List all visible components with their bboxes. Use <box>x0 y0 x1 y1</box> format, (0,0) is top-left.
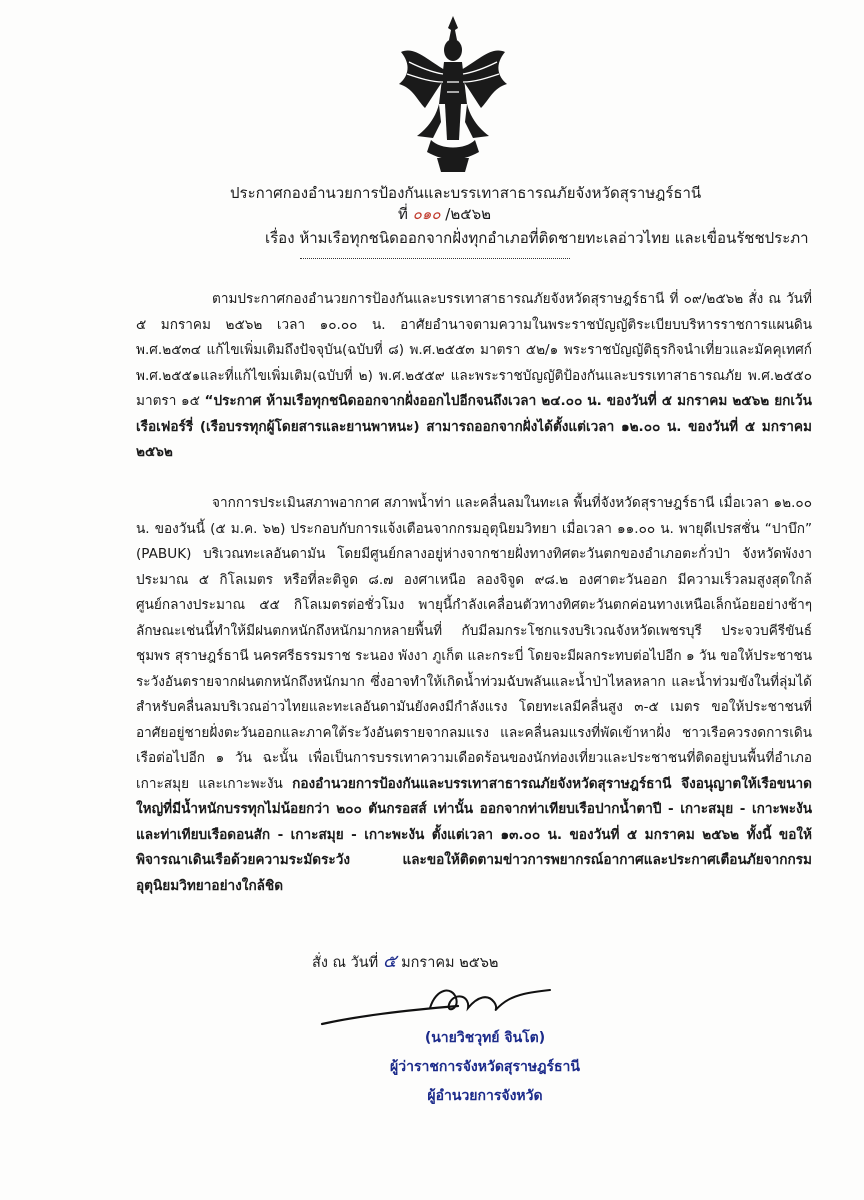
signer-block <box>360 1024 610 1111</box>
paragraph-2-bold: กองอำนวยการป้องกันและบรรเทาสาธารณภัยจังหวัดสุราษฎร์ธานี จึงอนุญาตให้เรือขนาดใหญ่ที่มีน้ำหนักบรรทุกไม่น้อยกว่า ๒๐๐ ตันกรอสส์ เท่านั้น ออกจากท่าเทียบเรือปากน้ำตาปี - เกาะสมุย - เกาะพะงัน และท่าเทียบเรือดอนสัก - เกาะสมุย - เกาะพะงัน ตั้งแต่เวลา ๑๓.๐๐ น. ของวันที่ ๕ มกราคม ๒๕๖๒ ทั้งนี้ ขอให้พิจารณาเดินเรือด้วยความระมัดระวัง และขอให้ติดตามข่าวการพยากรณ์อากาศและประกาศเตือนภัยจากกรมอุตุนิยมวิทยาอย่างใกล้ชิด <box>136 775 812 894</box>
signer-name: (นายวิชวุทย์ จินโต) <box>424 1030 546 1046</box>
subject-text: ห้ามเรือทุกชนิดออกจากฝั่งทุกอำเภอที่ติดชายทะเลอ่าวไทย และเขื่อนรัชชประภา <box>299 229 809 247</box>
signing-month-year: มกราคม ๒๕๖๒ <box>401 955 499 971</box>
signing-date <box>312 946 499 975</box>
number-value: ๐๑๐ <box>412 205 441 223</box>
paragraph-1-bold: “ประกาศ ห้ามเรือทุกชนิดออกจากฝั่งออกไปอีกจนถึงเวลา ๒๔.๐๐ น. ของวันที่ ๕ มกราคม ๒๕๖๒ ยกเว้น เรือเฟอร์รี่ (เรือบรรทุกผู้โดยสารและยานพาหนะ) สามารถออกจากฝั่งได้ตั้งแต่เวลา ๑๒.๐๐ น. ของวันที่ ๕ มกราคม ๒๕๖๒ <box>136 393 812 460</box>
dotted-divider <box>300 258 570 259</box>
signing-date-prefix: สั่ง ณ วันที่ <box>312 955 379 971</box>
announcement-title: ประกาศกองอำนวยการป้องกันและบรรเทาสาธารณภัยจังหวัดสุราษฎร์ธานี <box>230 184 702 202</box>
number-year: /๒๕๖๒ <box>445 205 491 223</box>
paragraph-1 <box>136 287 812 466</box>
paragraph-1-text: ตามประกาศกองอำนวยการป้องกันและบรรเทาสาธารณภัยจังหวัดสุราษฎร์ธานี ที่ ๐๙/๒๕๖๒ สั่ง ณ วันที่ ๕ มกราคม ๒๕๖๒ เวลา ๑๐.๐๐ น. อาศัยอำนาจตามความในพระราชบัญญัติระเบียบบริหารราชการแผนดิน พ.ศ.๒๕๓๔ แก้ไขเพิ่มเติมถึงปัจจุบัน(ฉบับที่ ๘) พ.ศ.๒๕๕๓ มาตรา ๕๒/๑ พระราชบัญญัติธุรกิจนำเที่ยวและมัคคุเทศก์ พ.ศ.๒๕๕๑และที่แก้ไขเพิ่มเติม(ฉบับที่ ๒) พ.ศ.๒๕๕๙ และพระราชบัญญัติป้องกันและบรรเทาสาธารณภัย พ.ศ.๒๕๕๐ มาตรา ๑๕ <box>136 291 812 409</box>
announcement-number <box>398 204 491 224</box>
garuda-emblem-icon <box>395 12 511 174</box>
signer-role: ผู้อำนวยการจังหวัด <box>427 1088 543 1104</box>
paragraph-2-text: จากการประเมินสภาพอากาศ สภาพน้ำท่า และคลื่นลมในทะเล พื้นที่จังหวัดสุราษฎร์ธานี เมื่อเวลา ๑๒.๐๐ น. ของวันนี้ (๕ ม.ค. ๖๒) ประกอบกับการแจ้งเตือนจากกรมอุตุนิยมวิทยา เมื่อเวลา ๑๑.๐๐ น. พายุดีเปรสชั่น “ปาบึก” (PABUK) บริเวณทะเลอันดามัน โดยมีศูนย์กลางอยู่ห่างจากชายฝั่งทางทิศตะวันตกของอำเภอตะกั่วป่า จังหวัดพังงา ประมาณ ๕ กิโลเมตร หรือที่ละติจูด ๘.๗ องศาเหนือ ลองจิจูด ๙๘.๒ องศาตะวันออก มีความเร็วลมสูงสุดใกล้ศูนย์กลางประมาณ ๕๕ กิโลเมตรต่อชั่วโมง พายุนี้กำลังเคลื่อนตัวทางทิศตะวันตกค่อนทางเหนือเล็กน้อยอย่างช้าๆ ลักษณะเช่นนี้ทำให้มีฝนตกหนักถึงหนักมากหลายพื้นที่ กับมีลมกระโชกแรงบริเวณจังหวัดเพชรบุรี ประจวบคีรีขันธ์ ชุมพร สุราษฎร์ธานี นครศรีธรรมราช ระนอง พังงา ภูเก็ต และกระบี่ โดยจะมีผลกระทบต่อไปอีก ๑ วัน ขอให้ประชาชนระวังอันตรายจากฝนตกหนักถึงหนักมาก ซึ่งอาจทำให้เกิดน้ำท่วมฉับพลันและน้ำป่าไหลหลาก และน้ำท่วมขังในที่ลุ่มได้ สำหรับคลื่นลมบริเวณอ่าวไทยและทะเลอันดามันยังคงมีกำลังแรง โดยทะเลมีคลื่นสูง ๓-๕ เมตร ขอให้ประชาชนที่อาศัยอยู่ชายฝั่งตะวันออกและภาคใต้ระวังอันตรายจากลมแรง และคลื่นลมแรงที่พัดเข้าหาฝั่ง ชาวเรือควรงดการเดินเรือต่อไปอีก ๑ วัน ฉะนั้น เพื่อเป็นการบรรเทาความเดือดร้อนของนักท่องเที่ยวและประชาชนที่ติดอยู่บนพื้นที่อำเภอเกาะสมุย และเกาะพะงัน <box>136 495 812 792</box>
subject-label: เรื่อง <box>265 229 295 247</box>
signing-day: ๕ <box>382 951 397 972</box>
announcement-subject <box>265 228 809 248</box>
signer-position: ผู้ว่าราชการจังหวัดสุราษฎร์ธานี <box>390 1059 580 1075</box>
number-label: ที่ <box>398 205 408 223</box>
paragraph-2 <box>136 491 812 899</box>
